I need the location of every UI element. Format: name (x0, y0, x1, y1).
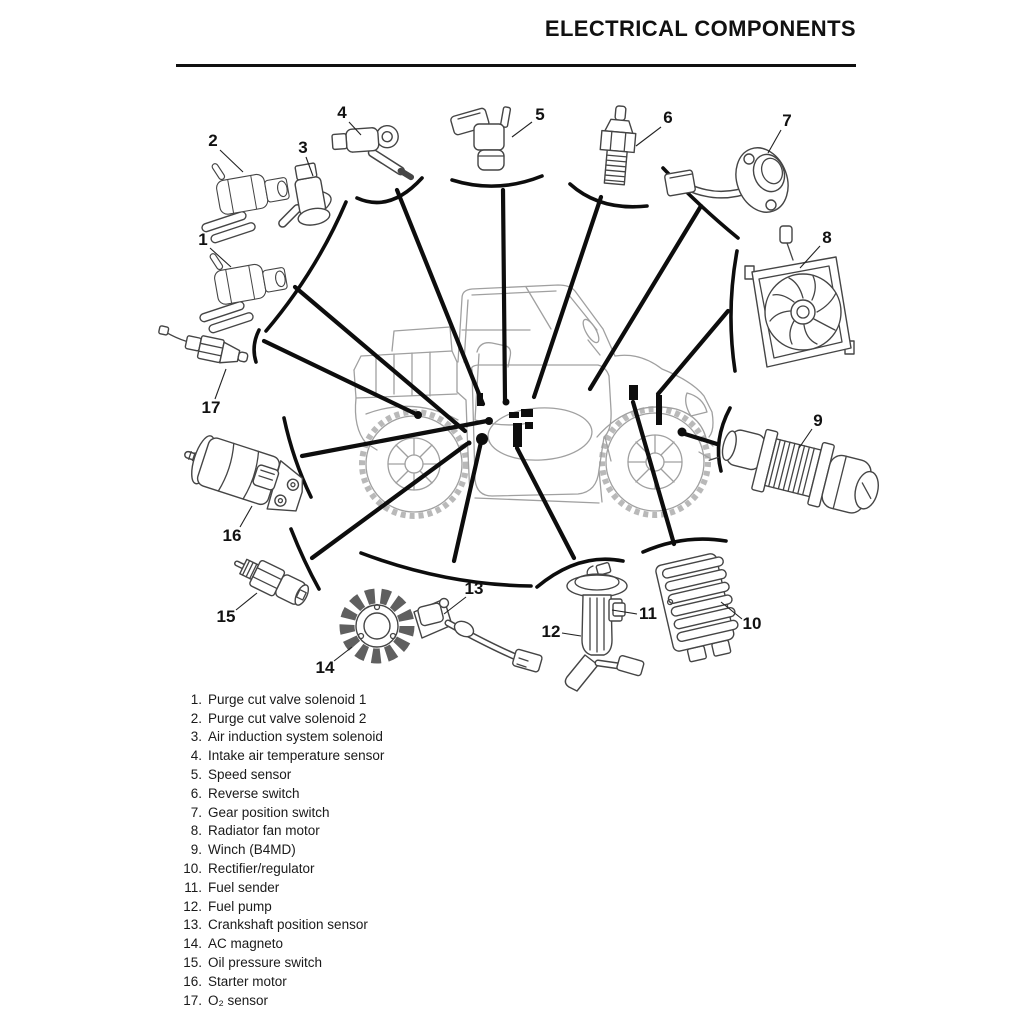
legend-item-label: O₂ sensor (208, 992, 269, 1008)
part-winch (705, 417, 886, 520)
callout-label-1: 1 (198, 230, 208, 249)
callout-label-12: 12 (541, 622, 561, 641)
callout-label-6: 6 (663, 108, 673, 127)
callout-label-9: 9 (813, 411, 823, 430)
legend-item-label: Purge cut valve solenoid 2 (208, 710, 367, 726)
callout-leader-lines (254, 168, 738, 589)
legend-item-number: 17. (183, 992, 202, 1008)
legend-item-label: Rectifier/regulator (208, 861, 315, 877)
legend-item (176, 859, 616, 878)
legend-item-number: 5. (190, 767, 202, 783)
callout-label-16: 16 (222, 526, 242, 545)
part-ac-magneto (347, 596, 407, 656)
legend-item (176, 916, 616, 935)
part-crankshaft-position-sensor (414, 599, 543, 673)
part-gear-position-switch (664, 140, 796, 219)
legend-item (176, 972, 616, 991)
legend-item (176, 746, 616, 765)
legend-item-number: 1. (190, 691, 202, 707)
callout-label-4: 4 (337, 103, 347, 122)
legend-item-label: Speed sensor (208, 767, 292, 783)
legend-item-number: 12. (183, 898, 202, 914)
legend-item (176, 897, 616, 916)
legend-item-label: AC magneto (208, 936, 284, 952)
legend-item-number: 2. (190, 710, 202, 726)
legend-item-number: 11. (184, 879, 202, 895)
legend-item-label: Intake air temperature sensor (208, 748, 385, 764)
callout-label-17: 17 (201, 398, 221, 417)
part-fuel-pump-assembly (565, 562, 644, 691)
part-purge-cut-valve-solenoid-2 (196, 155, 294, 240)
legend-item-number: 16. (183, 973, 202, 989)
legend-list (176, 690, 616, 1010)
legend-item (176, 728, 616, 747)
legend-item-label: Gear position switch (208, 804, 330, 820)
legend-item (176, 878, 616, 897)
part-rectifier-regulator (655, 551, 744, 665)
callout-label-5: 5 (535, 105, 545, 124)
callout-label-8: 8 (822, 228, 832, 247)
legend-item-number: 8. (190, 823, 202, 839)
legend-item (176, 822, 616, 841)
legend-item (176, 934, 616, 953)
legend-item (176, 690, 616, 709)
legend-item-label: Fuel pump (208, 898, 272, 914)
legend-item-number: 3. (190, 729, 202, 745)
part-reverse-switch (597, 105, 638, 186)
legend-item (176, 765, 616, 784)
legend-item (176, 803, 616, 822)
callout-label-7: 7 (782, 111, 792, 130)
legend-item-label: Fuel sender (208, 879, 280, 895)
legend-item-label: Starter motor (208, 973, 287, 989)
callout-label-11: 11 (639, 604, 657, 623)
legend-item-number: 7. (190, 804, 202, 820)
legend-item (176, 840, 616, 859)
legend-item-label: Winch (B4MD) (208, 842, 296, 858)
legend-item-number: 4. (190, 748, 202, 764)
legend-item-number: 10. (183, 861, 202, 877)
legend-item (176, 991, 616, 1010)
callout-label-13: 13 (464, 579, 484, 598)
legend-item-label: Oil pressure switch (208, 955, 323, 971)
part-radiator-fan-motor (745, 226, 854, 367)
callout-label-3: 3 (298, 138, 308, 157)
callout-label-14: 14 (315, 658, 335, 677)
legend-item-label: Reverse switch (208, 785, 300, 801)
part-oil-pressure-switch (231, 551, 312, 610)
legend-item-label: Air induction system solenoid (208, 729, 383, 745)
part-speed-sensor (450, 107, 511, 170)
callout-label-2: 2 (208, 131, 218, 150)
legend-item (176, 953, 616, 972)
legend-item (176, 709, 616, 728)
legend-item-label: Crankshaft position sensor (208, 917, 368, 933)
callout-label-15: 15 (216, 607, 236, 626)
part-o2-sensor (155, 326, 250, 369)
legend-item (176, 784, 616, 803)
legend-item-number: 9. (190, 842, 202, 858)
legend-item-number: 6. (190, 785, 202, 801)
legend-item-label: Radiator fan motor (208, 823, 320, 839)
legend-item-number: 14. (183, 936, 202, 952)
legend-item-number: 13. (183, 917, 202, 933)
page-title: ELECTRICAL COMPONENTS (544, 16, 856, 41)
legend-item-number: 15. (183, 955, 202, 971)
callout-label-10: 10 (742, 614, 762, 633)
legend-item-label: Purge cut valve solenoid 1 (208, 691, 367, 707)
part-intake-air-temperature-sensor (332, 124, 412, 182)
